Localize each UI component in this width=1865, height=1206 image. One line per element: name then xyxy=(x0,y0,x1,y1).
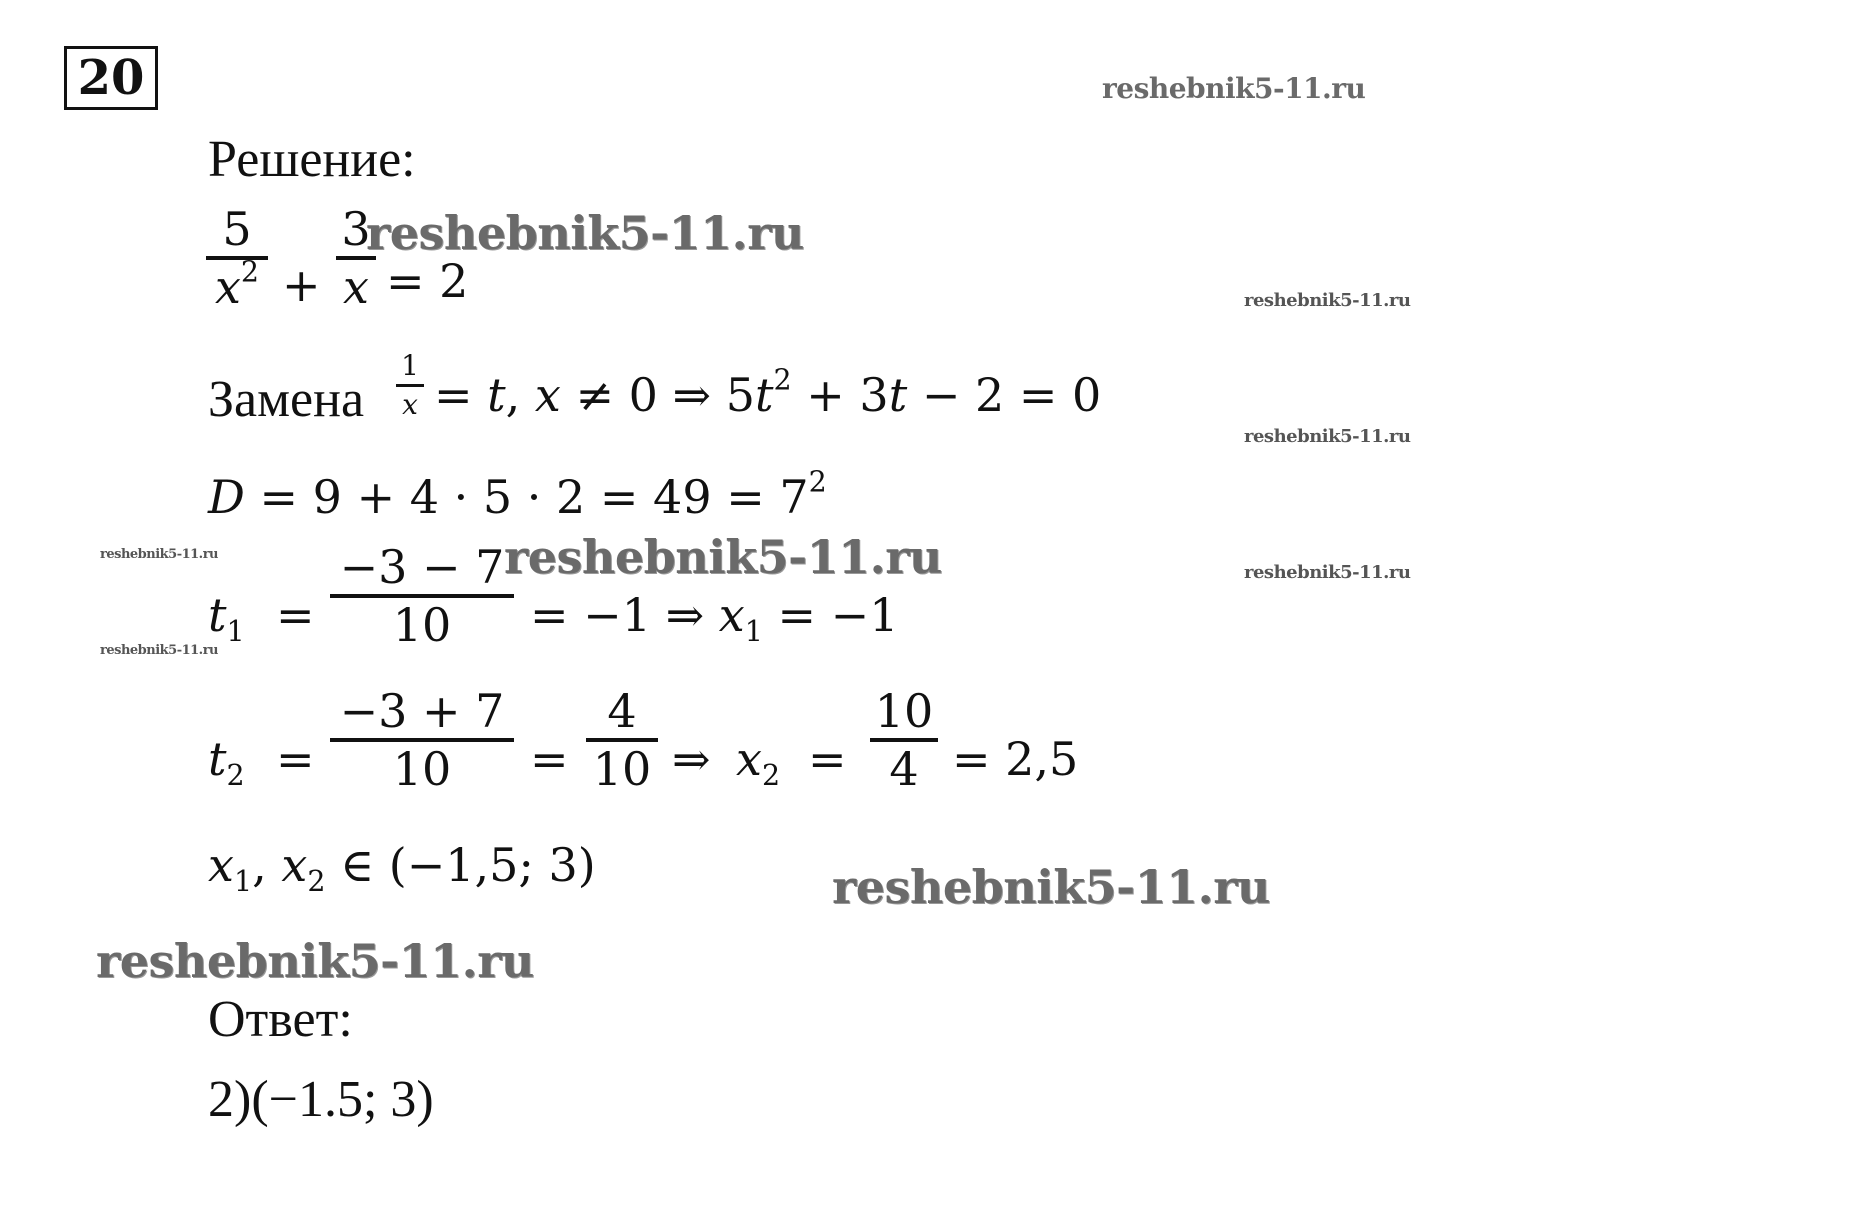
t1-equals: = xyxy=(276,588,315,642)
watermark: reshebnik5-11.ru xyxy=(100,643,219,658)
fraction-numerator: 1 xyxy=(401,349,419,382)
fraction-numerator: 10 xyxy=(874,684,934,738)
fraction-denominator: 10 xyxy=(392,742,452,796)
substitution-label: Замена xyxy=(208,371,365,428)
t1-result: = −1 ⇒ $x_1 = -1$ xyxy=(530,588,899,648)
fraction-bar xyxy=(396,384,424,387)
watermark: reshebnik5-11.ru xyxy=(1244,426,1411,447)
t2-fraction-4-over-10 xyxy=(586,684,658,796)
plus-sign: + xyxy=(282,258,321,312)
watermark: reshebnik5-11.ru xyxy=(1244,290,1411,311)
fraction-numerator: 3 xyxy=(341,202,371,256)
substitution-expression: = t, x ≠ 0 ⇒ $5t^2 + 3t - 2 = 0$ xyxy=(434,363,1102,422)
fraction-denominator: x xyxy=(402,388,418,421)
t2-equals-3: = xyxy=(808,732,847,786)
t1-fraction xyxy=(330,540,514,652)
fraction-numerator: −3 + 7 xyxy=(339,684,505,738)
watermark: reshebnik5-11.ru xyxy=(1102,72,1366,105)
answer-label: Ответ: xyxy=(208,991,353,1048)
t2-fraction xyxy=(330,684,514,796)
t2-equals: = xyxy=(276,732,315,786)
t1-variable: $t_1$ xyxy=(208,588,245,648)
fraction-denominator: 10 xyxy=(592,742,652,796)
fraction-numerator: 4 xyxy=(607,684,637,738)
fraction-1-over-x xyxy=(396,349,424,421)
watermark: reshebnik5-11.ru xyxy=(100,547,219,562)
fraction-numerator: 5 xyxy=(222,202,252,256)
interval-line: $x_1$, $x_2$ ∈ (−1,5; 3) xyxy=(208,838,596,898)
discriminant-line: $D = 9 + 4 \cdot 5 \cdot 2 = 49 = 7^2$ xyxy=(208,465,827,524)
fraction-denominator: 10 xyxy=(392,598,452,652)
t2-variable: $t_2$ xyxy=(208,732,245,792)
fraction-denominator: 4 xyxy=(889,742,919,796)
watermark: reshebnik5-11.ru xyxy=(832,860,1270,914)
watermark: reshebnik5-11.ru xyxy=(366,206,804,260)
watermark: reshebnik5-11.ru xyxy=(96,934,534,988)
t2-arrow: ⇒ xyxy=(672,732,711,786)
x2-variable: $x_2$ xyxy=(736,732,781,792)
watermark: reshebnik5-11.ru xyxy=(504,530,942,584)
answer-value: 2)(−1.5; 3) xyxy=(208,1071,434,1128)
equation-rhs: = 2 xyxy=(386,254,469,308)
watermark: reshebnik5-11.ru xyxy=(1244,562,1411,583)
task-number: 20 xyxy=(64,46,158,110)
x2-result: = 2,5 xyxy=(952,732,1079,786)
solution-label: Решение: xyxy=(208,131,416,188)
fraction-denominator: $x^2$ xyxy=(214,255,260,314)
fraction-denominator: x xyxy=(343,260,369,314)
fraction-5-over-x2 xyxy=(206,202,268,314)
fraction-numerator: −3 − 7 xyxy=(339,540,505,594)
t2-equals-2: = xyxy=(530,732,569,786)
x2-fraction-10-over-4 xyxy=(870,684,938,796)
